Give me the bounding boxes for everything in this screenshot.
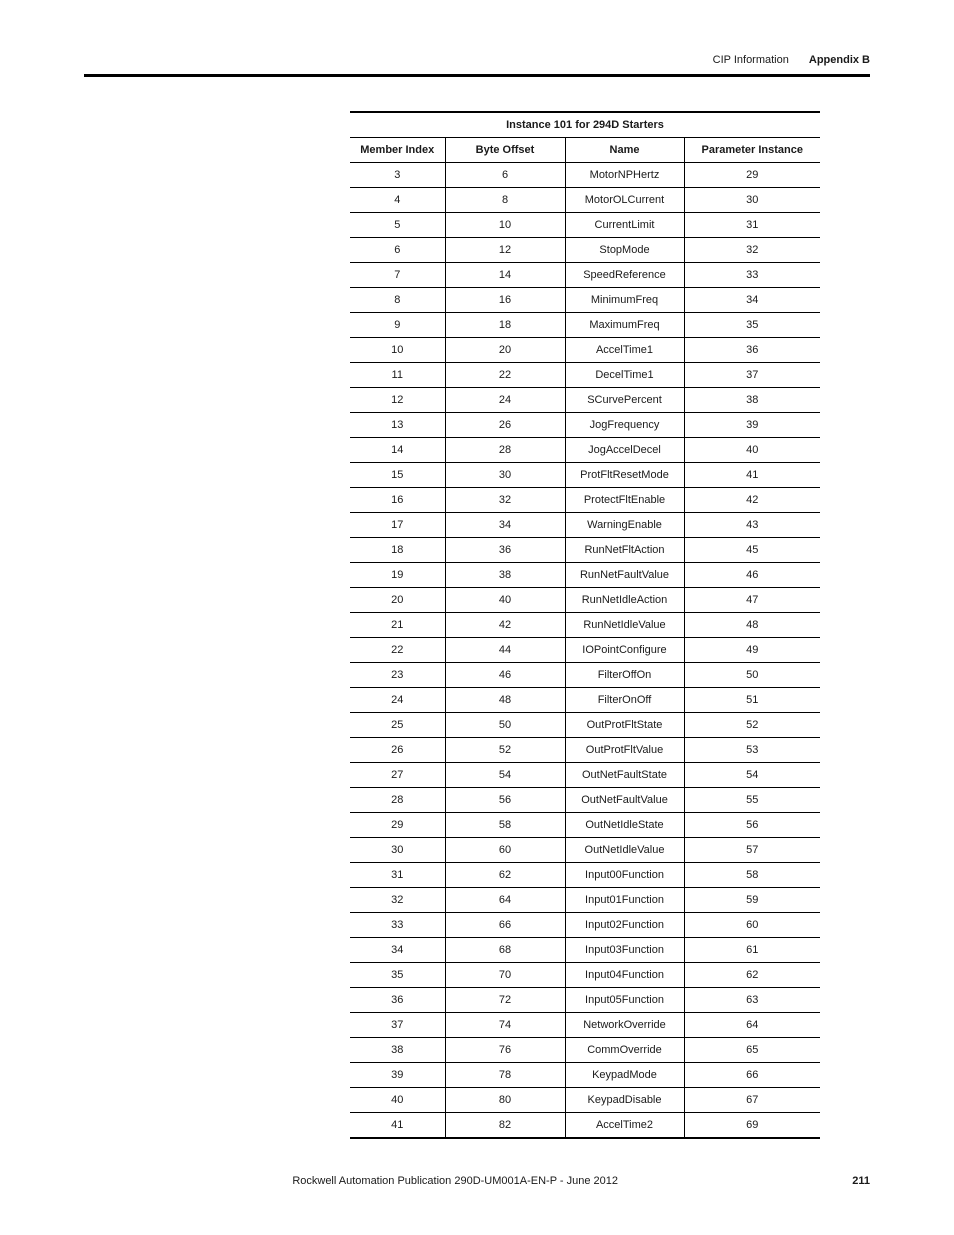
name-cell: FilterOnOff	[565, 688, 684, 713]
table-row	[350, 188, 820, 213]
name-cell: MotorOLCurrent	[565, 188, 684, 213]
byte-offset-cell: 66	[445, 913, 565, 938]
name-cell: JogAccelDecel	[565, 438, 684, 463]
member-index-cell: 8	[350, 288, 445, 313]
parameter-instance-cell: 53	[684, 738, 820, 763]
byte-offset-cell: 20	[445, 338, 565, 363]
table-row	[350, 238, 820, 263]
member-index-cell: 40	[350, 1088, 445, 1113]
byte-offset-cell: 62	[445, 863, 565, 888]
member-index-cell: 19	[350, 563, 445, 588]
name-cell: ProtectFltEnable	[565, 488, 684, 513]
table-row	[350, 563, 820, 588]
name-cell: IOPointConfigure	[565, 638, 684, 663]
table-caption: Instance 101 for 294D Starters	[350, 112, 820, 138]
byte-offset-cell: 40	[445, 588, 565, 613]
table-row	[350, 713, 820, 738]
table-row	[350, 788, 820, 813]
parameter-instance-cell: 42	[684, 488, 820, 513]
table-row	[350, 1113, 820, 1139]
table-body	[350, 163, 820, 1139]
name-cell: KeypadMode	[565, 1063, 684, 1088]
name-cell: OutNetFaultState	[565, 763, 684, 788]
member-index-cell: 26	[350, 738, 445, 763]
byte-offset-cell: 16	[445, 288, 565, 313]
byte-offset-cell: 38	[445, 563, 565, 588]
name-cell: OutProtFltState	[565, 713, 684, 738]
name-cell: WarningEnable	[565, 513, 684, 538]
name-cell: OutNetIdleValue	[565, 838, 684, 863]
byte-offset-cell: 12	[445, 238, 565, 263]
name-cell: MaximumFreq	[565, 313, 684, 338]
table-row	[350, 538, 820, 563]
name-cell: Input00Function	[565, 863, 684, 888]
header-rule	[84, 74, 870, 77]
table-row	[350, 338, 820, 363]
member-index-cell: 21	[350, 613, 445, 638]
name-cell: RunNetFltAction	[565, 538, 684, 563]
name-cell: JogFrequency	[565, 413, 684, 438]
byte-offset-cell: 18	[445, 313, 565, 338]
table-row	[350, 888, 820, 913]
member-index-cell: 7	[350, 263, 445, 288]
parameter-instance-cell: 29	[684, 163, 820, 188]
member-index-cell: 14	[350, 438, 445, 463]
footer-publication: Rockwell Automation Publication 290D-UM001A-EN-P - June 2012	[292, 1175, 618, 1187]
member-index-cell: 22	[350, 638, 445, 663]
name-cell: Input03Function	[565, 938, 684, 963]
member-index-cell: 13	[350, 413, 445, 438]
table-row	[350, 863, 820, 888]
parameter-instance-cell: 32	[684, 238, 820, 263]
parameter-instance-cell: 54	[684, 763, 820, 788]
table-row	[350, 838, 820, 863]
table-row	[350, 1063, 820, 1088]
parameter-instance-cell: 36	[684, 338, 820, 363]
member-index-cell: 6	[350, 238, 445, 263]
table-row	[350, 763, 820, 788]
parameter-instance-cell: 59	[684, 888, 820, 913]
name-cell: SpeedReference	[565, 263, 684, 288]
byte-offset-cell: 46	[445, 663, 565, 688]
table-row	[350, 413, 820, 438]
byte-offset-cell: 78	[445, 1063, 565, 1088]
byte-offset-cell: 42	[445, 613, 565, 638]
parameter-instance-cell: 64	[684, 1013, 820, 1038]
member-index-cell: 25	[350, 713, 445, 738]
member-index-cell: 32	[350, 888, 445, 913]
parameter-instance-cell: 67	[684, 1088, 820, 1113]
name-cell: ProtFltResetMode	[565, 463, 684, 488]
member-index-cell: 36	[350, 988, 445, 1013]
member-index-cell: 18	[350, 538, 445, 563]
byte-offset-cell: 8	[445, 188, 565, 213]
name-cell: Input05Function	[565, 988, 684, 1013]
name-cell: FilterOffOn	[565, 663, 684, 688]
name-cell: OutNetFaultValue	[565, 788, 684, 813]
table-header-row	[350, 138, 820, 163]
parameter-instance-cell: 30	[684, 188, 820, 213]
page-footer	[0, 1175, 954, 1191]
table-row	[350, 938, 820, 963]
member-index-cell: 27	[350, 763, 445, 788]
byte-offset-cell: 74	[445, 1013, 565, 1038]
member-index-cell: 9	[350, 313, 445, 338]
byte-offset-cell: 68	[445, 938, 565, 963]
member-index-cell: 31	[350, 863, 445, 888]
byte-offset-cell: 58	[445, 813, 565, 838]
member-index-cell: 33	[350, 913, 445, 938]
name-cell: AccelTime1	[565, 338, 684, 363]
parameter-instance-cell: 46	[684, 563, 820, 588]
table-row	[350, 613, 820, 638]
table-row	[350, 463, 820, 488]
name-cell: AccelTime2	[565, 1113, 684, 1139]
parameter-instance-cell: 35	[684, 313, 820, 338]
name-cell: Input04Function	[565, 963, 684, 988]
parameter-instance-cell: 39	[684, 413, 820, 438]
parameter-instance-cell: 60	[684, 913, 820, 938]
byte-offset-cell: 52	[445, 738, 565, 763]
parameter-instance-cell: 43	[684, 513, 820, 538]
parameter-instance-cell: 49	[684, 638, 820, 663]
table-row	[350, 1088, 820, 1113]
table-row	[350, 263, 820, 288]
name-cell: Input02Function	[565, 913, 684, 938]
name-cell: CommOverride	[565, 1038, 684, 1063]
page-number: 211	[852, 1175, 870, 1187]
member-index-cell: 39	[350, 1063, 445, 1088]
byte-offset-cell: 64	[445, 888, 565, 913]
byte-offset-cell: 72	[445, 988, 565, 1013]
byte-offset-cell: 44	[445, 638, 565, 663]
member-index-cell: 24	[350, 688, 445, 713]
member-index-cell: 28	[350, 788, 445, 813]
parameter-instance-cell: 62	[684, 963, 820, 988]
table-row	[350, 588, 820, 613]
name-cell: StopMode	[565, 238, 684, 263]
parameter-instance-cell: 56	[684, 813, 820, 838]
member-index-cell: 4	[350, 188, 445, 213]
byte-offset-cell: 10	[445, 213, 565, 238]
table-row	[350, 663, 820, 688]
member-index-cell: 23	[350, 663, 445, 688]
name-cell: OutProtFltValue	[565, 738, 684, 763]
parameter-instance-cell: 50	[684, 663, 820, 688]
member-index-cell: 17	[350, 513, 445, 538]
table-row	[350, 513, 820, 538]
table-row	[350, 638, 820, 663]
table-row	[350, 963, 820, 988]
byte-offset-cell: 48	[445, 688, 565, 713]
parameter-instance-cell: 65	[684, 1038, 820, 1063]
table-row	[350, 438, 820, 463]
byte-offset-cell: 56	[445, 788, 565, 813]
byte-offset-cell: 50	[445, 713, 565, 738]
byte-offset-cell: 54	[445, 763, 565, 788]
member-index-cell: 20	[350, 588, 445, 613]
parameter-instance-cell: 41	[684, 463, 820, 488]
parameter-instance-cell: 63	[684, 988, 820, 1013]
table-row	[350, 388, 820, 413]
name-cell: RunNetIdleAction	[565, 588, 684, 613]
table-row	[350, 488, 820, 513]
byte-offset-cell: 30	[445, 463, 565, 488]
page-header	[713, 52, 870, 68]
table-row	[350, 163, 820, 188]
member-index-cell: 38	[350, 1038, 445, 1063]
name-cell: MotorNPHertz	[565, 163, 684, 188]
parameter-instance-cell: 61	[684, 938, 820, 963]
member-index-cell: 3	[350, 163, 445, 188]
member-index-cell: 30	[350, 838, 445, 863]
name-cell: SCurvePercent	[565, 388, 684, 413]
table-row	[350, 813, 820, 838]
byte-offset-cell: 36	[445, 538, 565, 563]
byte-offset-cell: 14	[445, 263, 565, 288]
table-row	[350, 913, 820, 938]
byte-offset-cell: 70	[445, 963, 565, 988]
parameter-instance-cell: 33	[684, 263, 820, 288]
column-header-member-index: Member Index	[350, 138, 445, 163]
member-index-cell: 35	[350, 963, 445, 988]
name-cell: DecelTime1	[565, 363, 684, 388]
byte-offset-cell: 22	[445, 363, 565, 388]
header-appendix-label: Appendix B	[808, 54, 870, 66]
table-row	[350, 988, 820, 1013]
parameter-instance-cell: 69	[684, 1113, 820, 1139]
name-cell: RunNetFaultValue	[565, 563, 684, 588]
name-cell: NetworkOverride	[565, 1013, 684, 1038]
byte-offset-cell: 24	[445, 388, 565, 413]
parameter-instance-cell: 45	[684, 538, 820, 563]
parameter-instance-cell: 48	[684, 613, 820, 638]
table-row	[350, 1013, 820, 1038]
member-index-cell: 12	[350, 388, 445, 413]
table-row	[350, 288, 820, 313]
column-header-parameter-instance: Parameter Instance	[684, 138, 820, 163]
member-index-cell: 37	[350, 1013, 445, 1038]
column-header-byte-offset: Byte Offset	[445, 138, 565, 163]
parameter-instance-cell: 51	[684, 688, 820, 713]
member-index-cell: 5	[350, 213, 445, 238]
table-row	[350, 1038, 820, 1063]
member-index-cell: 16	[350, 488, 445, 513]
table-row	[350, 313, 820, 338]
byte-offset-cell: 82	[445, 1113, 565, 1139]
byte-offset-cell: 80	[445, 1088, 565, 1113]
parameter-instance-cell: 58	[684, 863, 820, 888]
name-cell: Input01Function	[565, 888, 684, 913]
member-index-cell: 34	[350, 938, 445, 963]
parameter-instance-cell: 34	[684, 288, 820, 313]
header-section-title: CIP Information	[712, 54, 789, 66]
table-row	[350, 688, 820, 713]
name-cell: RunNetIdleValue	[565, 613, 684, 638]
column-header-name: Name	[565, 138, 684, 163]
parameter-instance-cell: 31	[684, 213, 820, 238]
byte-offset-cell: 76	[445, 1038, 565, 1063]
member-index-cell: 41	[391, 1119, 404, 1131]
member-index-cell: 15	[350, 463, 445, 488]
name-cell: KeypadDisable	[565, 1088, 684, 1113]
table-row	[350, 363, 820, 388]
name-cell: MinimumFreq	[565, 288, 684, 313]
name-cell: CurrentLimit	[565, 213, 684, 238]
parameter-instance-cell: 37	[684, 363, 820, 388]
member-index-cell: 10	[350, 338, 445, 363]
parameter-instance-cell: 40	[684, 438, 820, 463]
name-cell: OutNetIdleState	[565, 813, 684, 838]
parameter-instance-cell: 57	[684, 838, 820, 863]
table-row	[350, 213, 820, 238]
table-row	[350, 738, 820, 763]
parameter-instance-cell: 38	[684, 388, 820, 413]
instance-101-table	[350, 111, 820, 1139]
byte-offset-cell: 60	[445, 838, 565, 863]
member-index-cell: 29	[350, 813, 445, 838]
parameter-instance-cell: 55	[684, 788, 820, 813]
byte-offset-cell: 32	[445, 488, 565, 513]
byte-offset-cell: 34	[445, 513, 565, 538]
parameter-instance-cell: 52	[684, 713, 820, 738]
byte-offset-cell: 28	[445, 438, 565, 463]
parameter-instance-cell: 47	[684, 588, 820, 613]
byte-offset-cell: 26	[445, 413, 565, 438]
member-index-cell: 11	[350, 363, 445, 388]
parameter-instance-cell: 66	[684, 1063, 820, 1088]
byte-offset-cell: 6	[445, 163, 565, 188]
